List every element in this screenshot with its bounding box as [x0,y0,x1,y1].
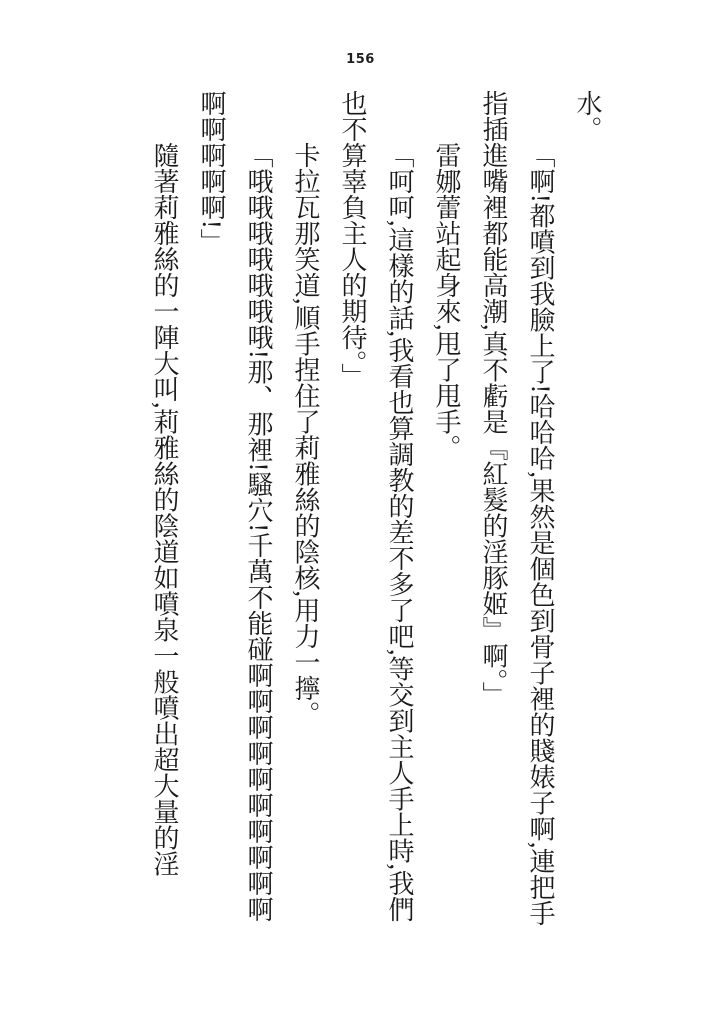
paragraph: 「哦哦哦哦哦哦哦!那、那裡!騷穴!千萬不能碰啊啊啊啊啊啊啊啊啊啊啊啊啊啊啊!」 [197,90,273,922]
paragraph: 隨著莉雅絲的一陣大叫,莉雅絲的陰道如噴泉一般噴出超大量的淫 [150,142,179,877]
page-number: 156 [346,52,375,67]
paragraph: 「啊!都噴到我臉上了!哈哈哈,果然是個色到骨子裡的賤婊子啊,連把手指插進嘴裡都能高潮,真不虧是『紅髮的淫豚姬』啊。」 [479,90,555,927]
paragraph: 雷娜蕾站起身來,甩了甩手。 [432,142,461,461]
paragraph: 水。 [573,90,602,142]
text-block [141,90,611,932]
paragraph: 卡拉瓦那笑道,順手捏住了莉雅絲的陰核,用力一擰。 [291,142,320,727]
paragraph: 「呵呵,這樣的話,我看也算調教的差不多了吧,等交到主人手上時,我們也不算辜負主人的期待。」 [338,90,414,922]
